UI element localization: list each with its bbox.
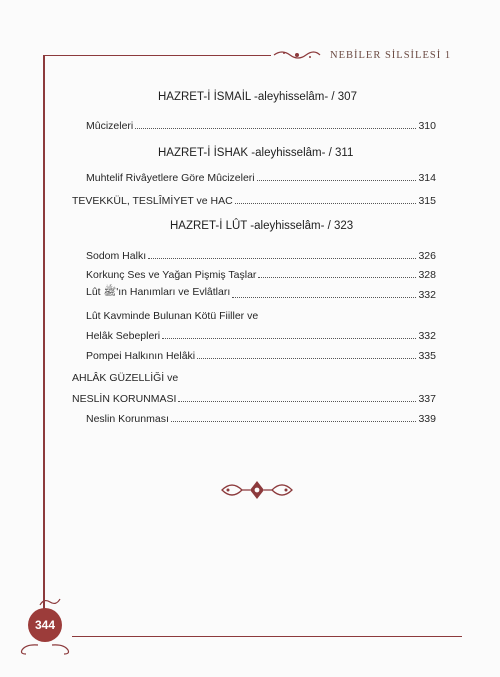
footer-scroll-icon: [38, 597, 62, 607]
section-heading-lut: HAZRET-İ LÛT -aleyhisselâm- / 323: [170, 220, 354, 232]
footer-left-ornament-icon: [18, 642, 40, 656]
toc-row[interactable]: AHLÂK GÜZELLİĞİ ve: [72, 372, 179, 384]
toc-row[interactable]: Pompei Halkının Helâki 335: [86, 350, 436, 362]
center-ornament-icon: [218, 478, 296, 502]
frame-bottom-line: [72, 636, 462, 637]
frame-left-line: [43, 55, 45, 615]
toc-row[interactable]: Lût Kavminde Bulunan Kötü Fiiller ve: [86, 310, 259, 322]
frame-top-line: [43, 55, 271, 56]
running-title: NEBİLER SİLSİLESİ 1: [330, 49, 452, 61]
dot-leader: [148, 258, 416, 259]
page-number-badge: [28, 608, 62, 642]
running-head: [272, 46, 451, 64]
toc-row[interactable]: Muhtelif Rivâyetlere Göre Mûcizeleri 314: [86, 172, 436, 184]
section-heading-ismail: HAZRET-İ İSMAİL -aleyhisselâm- / 307: [158, 91, 357, 103]
toc-row[interactable]: Lût ﷺ'ın Hanımları ve Evlâtları 332: [86, 286, 436, 301]
dot-leader: [235, 203, 417, 204]
dot-leader: [162, 338, 416, 339]
dot-leader: [258, 277, 416, 278]
toc-row[interactable]: NESLİN KORUNMASI 337: [72, 393, 436, 405]
dot-leader: [257, 180, 417, 181]
toc-row[interactable]: TEVEKKÜL, TESLÎMİYET ve HAC 315: [72, 195, 436, 207]
dot-leader: [171, 421, 417, 422]
dot-leader: [178, 401, 416, 402]
toc-row[interactable]: Neslin Korunması 339: [86, 413, 436, 425]
toc-row[interactable]: Mûcizeleri 310: [86, 120, 436, 132]
page-number: 344: [34, 618, 56, 632]
toc-row[interactable]: Helâk Sebepleri 332: [86, 330, 436, 342]
dot-leader: [232, 297, 416, 298]
dot-leader: [135, 128, 416, 129]
header-ornament-icon: [272, 48, 322, 62]
section-heading-ishak: HAZRET-İ İSHAK -aleyhisselâm- / 311: [158, 147, 354, 159]
dot-leader: [197, 358, 416, 359]
footer-right-ornament-icon: [50, 642, 72, 656]
toc-row[interactable]: Sodom Halkı 326: [86, 250, 436, 262]
toc-row[interactable]: Korkunç Ses ve Yağan Pişmiş Taşlar 328: [86, 269, 436, 281]
